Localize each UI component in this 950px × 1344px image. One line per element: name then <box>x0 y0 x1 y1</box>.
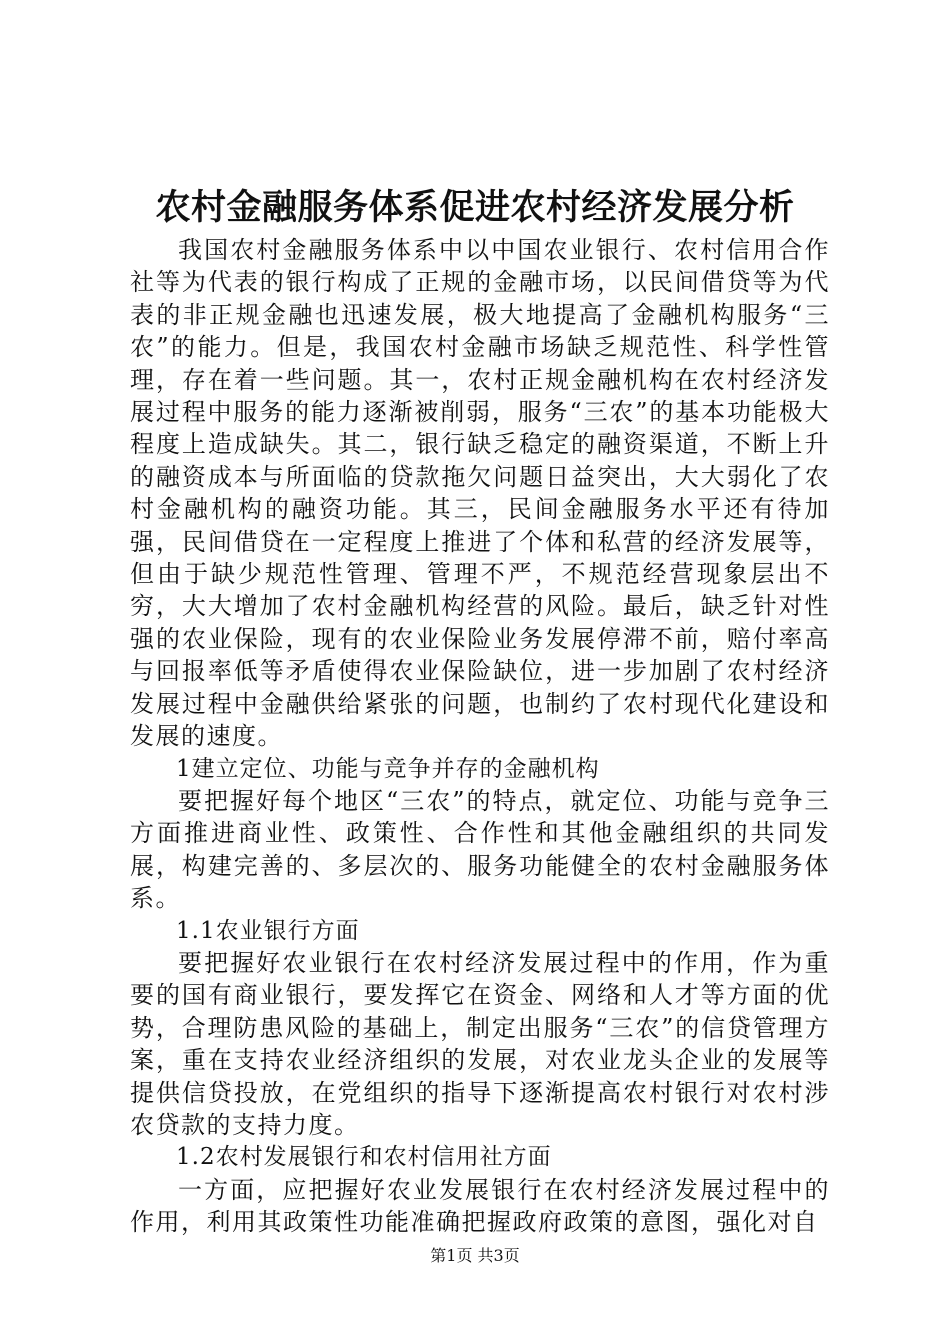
subsection-1-2-paragraph: 一方面，应把握好农业发展银行在农村经济发展过程中的作用，利用其政策性功能准确把握政府政策的意图，强化对自 <box>130 1175 830 1237</box>
section-heading-1: 1建立定位、功能与竞争并存的金融机构 <box>176 755 600 782</box>
intro-paragraph: 我国农村金融服务体系中以中国农业银行、农村信用合作社等为代表的银行构成了正规的金融市场，以民间借贷等为代表的非正规金融也迅速发展，极大地提高了金融机构服务“三农”的能力。但是，我国农村金融市场缺乏规范性、科学性管理，存在着一些问题。其一，农村正规金融机构在农村经济发展过程中服务的能力逐渐被削弱，服务“三农”的基本功能极大程度上造成缺失。其二，银行缺乏稳定的融资渠道，不断上升的融资成本与所面临的贷款拖欠问题日益突出，大大弱化了农村金融机构的融资功能。其三，民间金融服务水平还有待加强，民间借贷在一定程度上推进了个体和私营的经济发展等，但由于缺少规范性管理、管理不严，不规范经营现象层出不穷，大大增加了农村金融机构经营的风险。最后，缺乏针对性强的农业保险，现有的农业保险业务发展停滞不前，赔付率高与回报率低等矛盾使得农业保险缺位，进一步加剧了农村经济发展过程中金融供给紧张的问题，也制约了农村现代化建设和发展的速度。 <box>130 236 830 751</box>
document-body <box>130 234 830 1239</box>
subsection-heading-1-1: 1.1农业银行方面 <box>176 917 360 944</box>
page-footer: 第1页 共3页 <box>430 1246 520 1265</box>
subsection-heading-1-2: 1.2农村发展银行和农村信用社方面 <box>176 1144 552 1171</box>
document-title: 农村金融服务体系促进农村经济发展分析 <box>155 188 795 228</box>
subsection-1-1-paragraph: 要把握好农业银行在农村经济发展过程中的作用，作为重要的国有商业银行，要发挥它在资金、网络和人才等方面的优势，合理防患风险的基础上，制定出服务“三农”的信贷管理方案，重在支持农业经济组织的发展，对农业龙头企业的发展等提供信贷投放，在党组织的指导下逐渐提高农村银行对农村涉农贷款的支持力度。 <box>130 948 830 1139</box>
section-1-paragraph: 要把握好每个地区“三农”的特点，就定位、功能与竞争三方面推进商业性、政策性、合作性和其他金融组织的共同发展，构建完善的、多层次的、服务功能健全的农村金融服务体系。 <box>130 786 830 913</box>
